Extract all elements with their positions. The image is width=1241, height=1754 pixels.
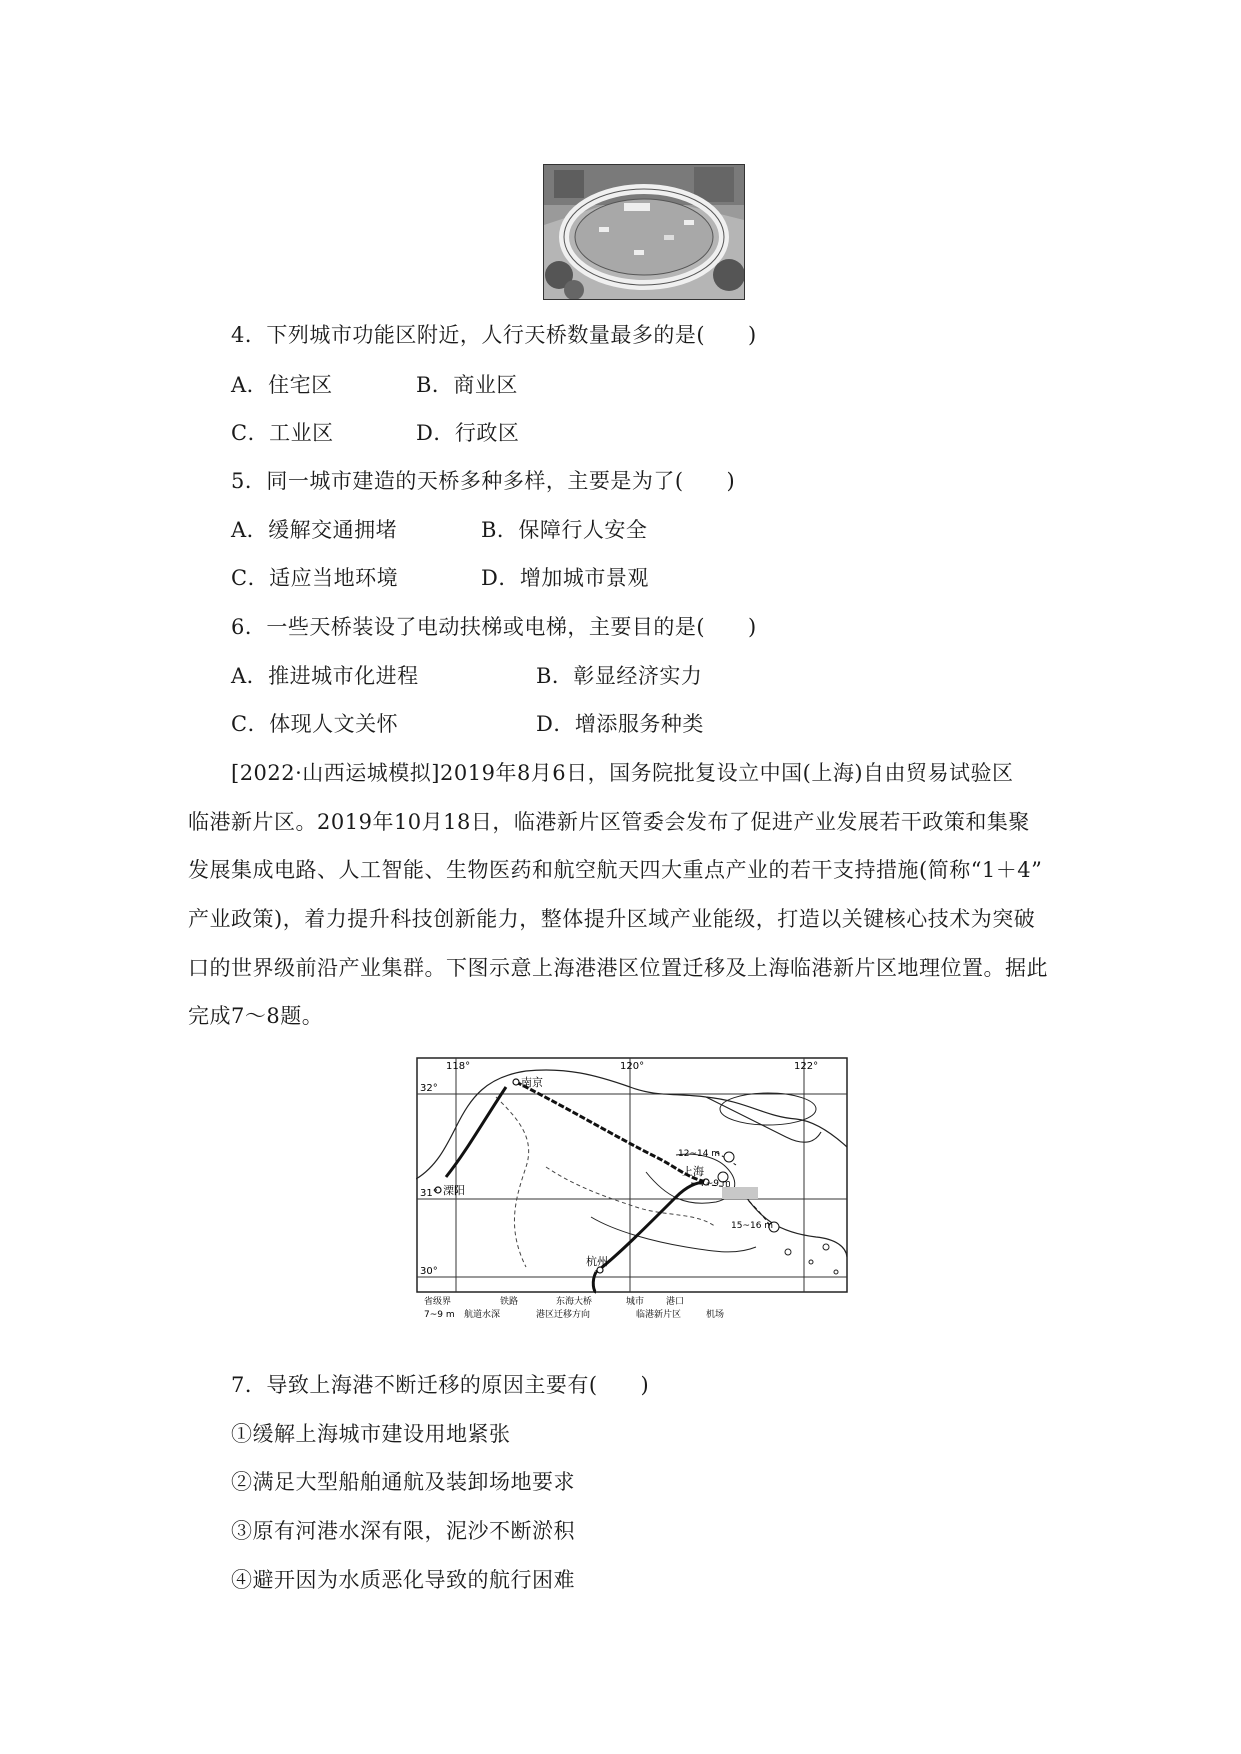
passage-line: 发展集成电路、人工智能、生物医药和航空航天四大重点产业的若干支持措施(简称“1＋4” [188, 858, 1043, 882]
legend-depth: 航道水深 [464, 1310, 501, 1319]
city-label: 上海 [682, 1165, 704, 1178]
question-6-option-d: D．增添服务种类 [536, 712, 704, 736]
depth-label: 12~14 m [678, 1149, 721, 1159]
depth-label: 15~16 m [731, 1221, 774, 1231]
question-6-option-a: A．推进城市化进程 [231, 664, 419, 688]
question-4-option-d: D．行政区 [416, 421, 520, 445]
legend-boundary: 省级界 [424, 1297, 452, 1307]
question-4-option-b: B．商业区 [416, 373, 518, 397]
overpass-photo [543, 164, 745, 300]
legend-bridge: 东海大桥 [556, 1297, 593, 1307]
city-label: 溧阳 [443, 1184, 465, 1197]
legend-migration: 港区迁移方向 [536, 1310, 591, 1319]
passage-line: [2022·山西运城模拟]2019年8月6日，国务院批复设立中国(上海)自由贸易试验区 [231, 761, 1014, 785]
question-5-option-a: A．缓解交通拥堵 [231, 518, 398, 542]
question-6-option-c: C．体现人文关怀 [231, 712, 399, 736]
passage-line: 产业政策)，着力提升科技创新能力，整体提升区域产业能级，打造以关键核心技术为突破 [188, 907, 1036, 931]
question-7-stem: 7．导致上海港不断迁移的原因主要有( ) [231, 1373, 650, 1397]
question-6-stem: 6．一些天桥装设了电动扶梯或电梯，主要目的是( ) [231, 615, 757, 639]
city-label: 南京 [521, 1076, 543, 1089]
lon-label: 122° [794, 1061, 819, 1072]
legend-city: 城市 [626, 1297, 645, 1307]
question-5-option-d: D．增加城市景观 [481, 566, 649, 590]
question-4-option-a: A．住宅区 [231, 373, 333, 397]
shanghai-port-map [416, 1057, 856, 1319]
lat-label: 30° [420, 1266, 438, 1277]
question-5-option-b: B．保障行人安全 [481, 518, 648, 542]
question-4-option-c: C．工业区 [231, 421, 334, 445]
question-5-option-c: C．适应当地环境 [231, 566, 399, 590]
lon-label: 118° [446, 1061, 471, 1072]
passage-line: 完成7～8题。 [188, 1004, 324, 1028]
lat-label: 32° [420, 1083, 438, 1094]
question-7-item: ④避开因为水质恶化导致的航行困难 [231, 1568, 575, 1592]
legend-depth-sample: 7~9 m [424, 1310, 455, 1319]
question-7-item: ③原有河港水深有限，泥沙不断淤积 [231, 1519, 575, 1543]
city-label: 杭州 [586, 1255, 608, 1268]
lat-label: 31° [420, 1188, 438, 1199]
question-5-stem: 5．同一城市建造的天桥多种多样，主要是为了( ) [231, 469, 736, 493]
depth-label: 7~9 m [700, 1179, 731, 1189]
legend-lingang: 临港新片区 [636, 1310, 682, 1319]
legend-railway: 铁路 [500, 1297, 519, 1307]
passage-line: 口的世界级前沿产业集群。下图示意上海港港区位置迁移及上海临港新片区地理位置。据此 [188, 956, 1048, 980]
legend-airport: 机场 [706, 1310, 725, 1319]
question-4-stem: 4．下列城市功能区附近，人行天桥数量最多的是( ) [231, 323, 757, 347]
lon-label: 120° [620, 1061, 645, 1072]
legend-port: 港口 [666, 1297, 685, 1307]
question-7-item: ②满足大型船舶通航及装卸场地要求 [231, 1470, 575, 1494]
passage-line: 临港新片区。2019年10月18日，临港新片区管委会发布了促进产业发展若干政策和集聚 [188, 810, 1030, 834]
question-6-option-b: B．彰显经济实力 [536, 664, 703, 688]
question-7-item: ①缓解上海城市建设用地紧张 [231, 1422, 511, 1446]
